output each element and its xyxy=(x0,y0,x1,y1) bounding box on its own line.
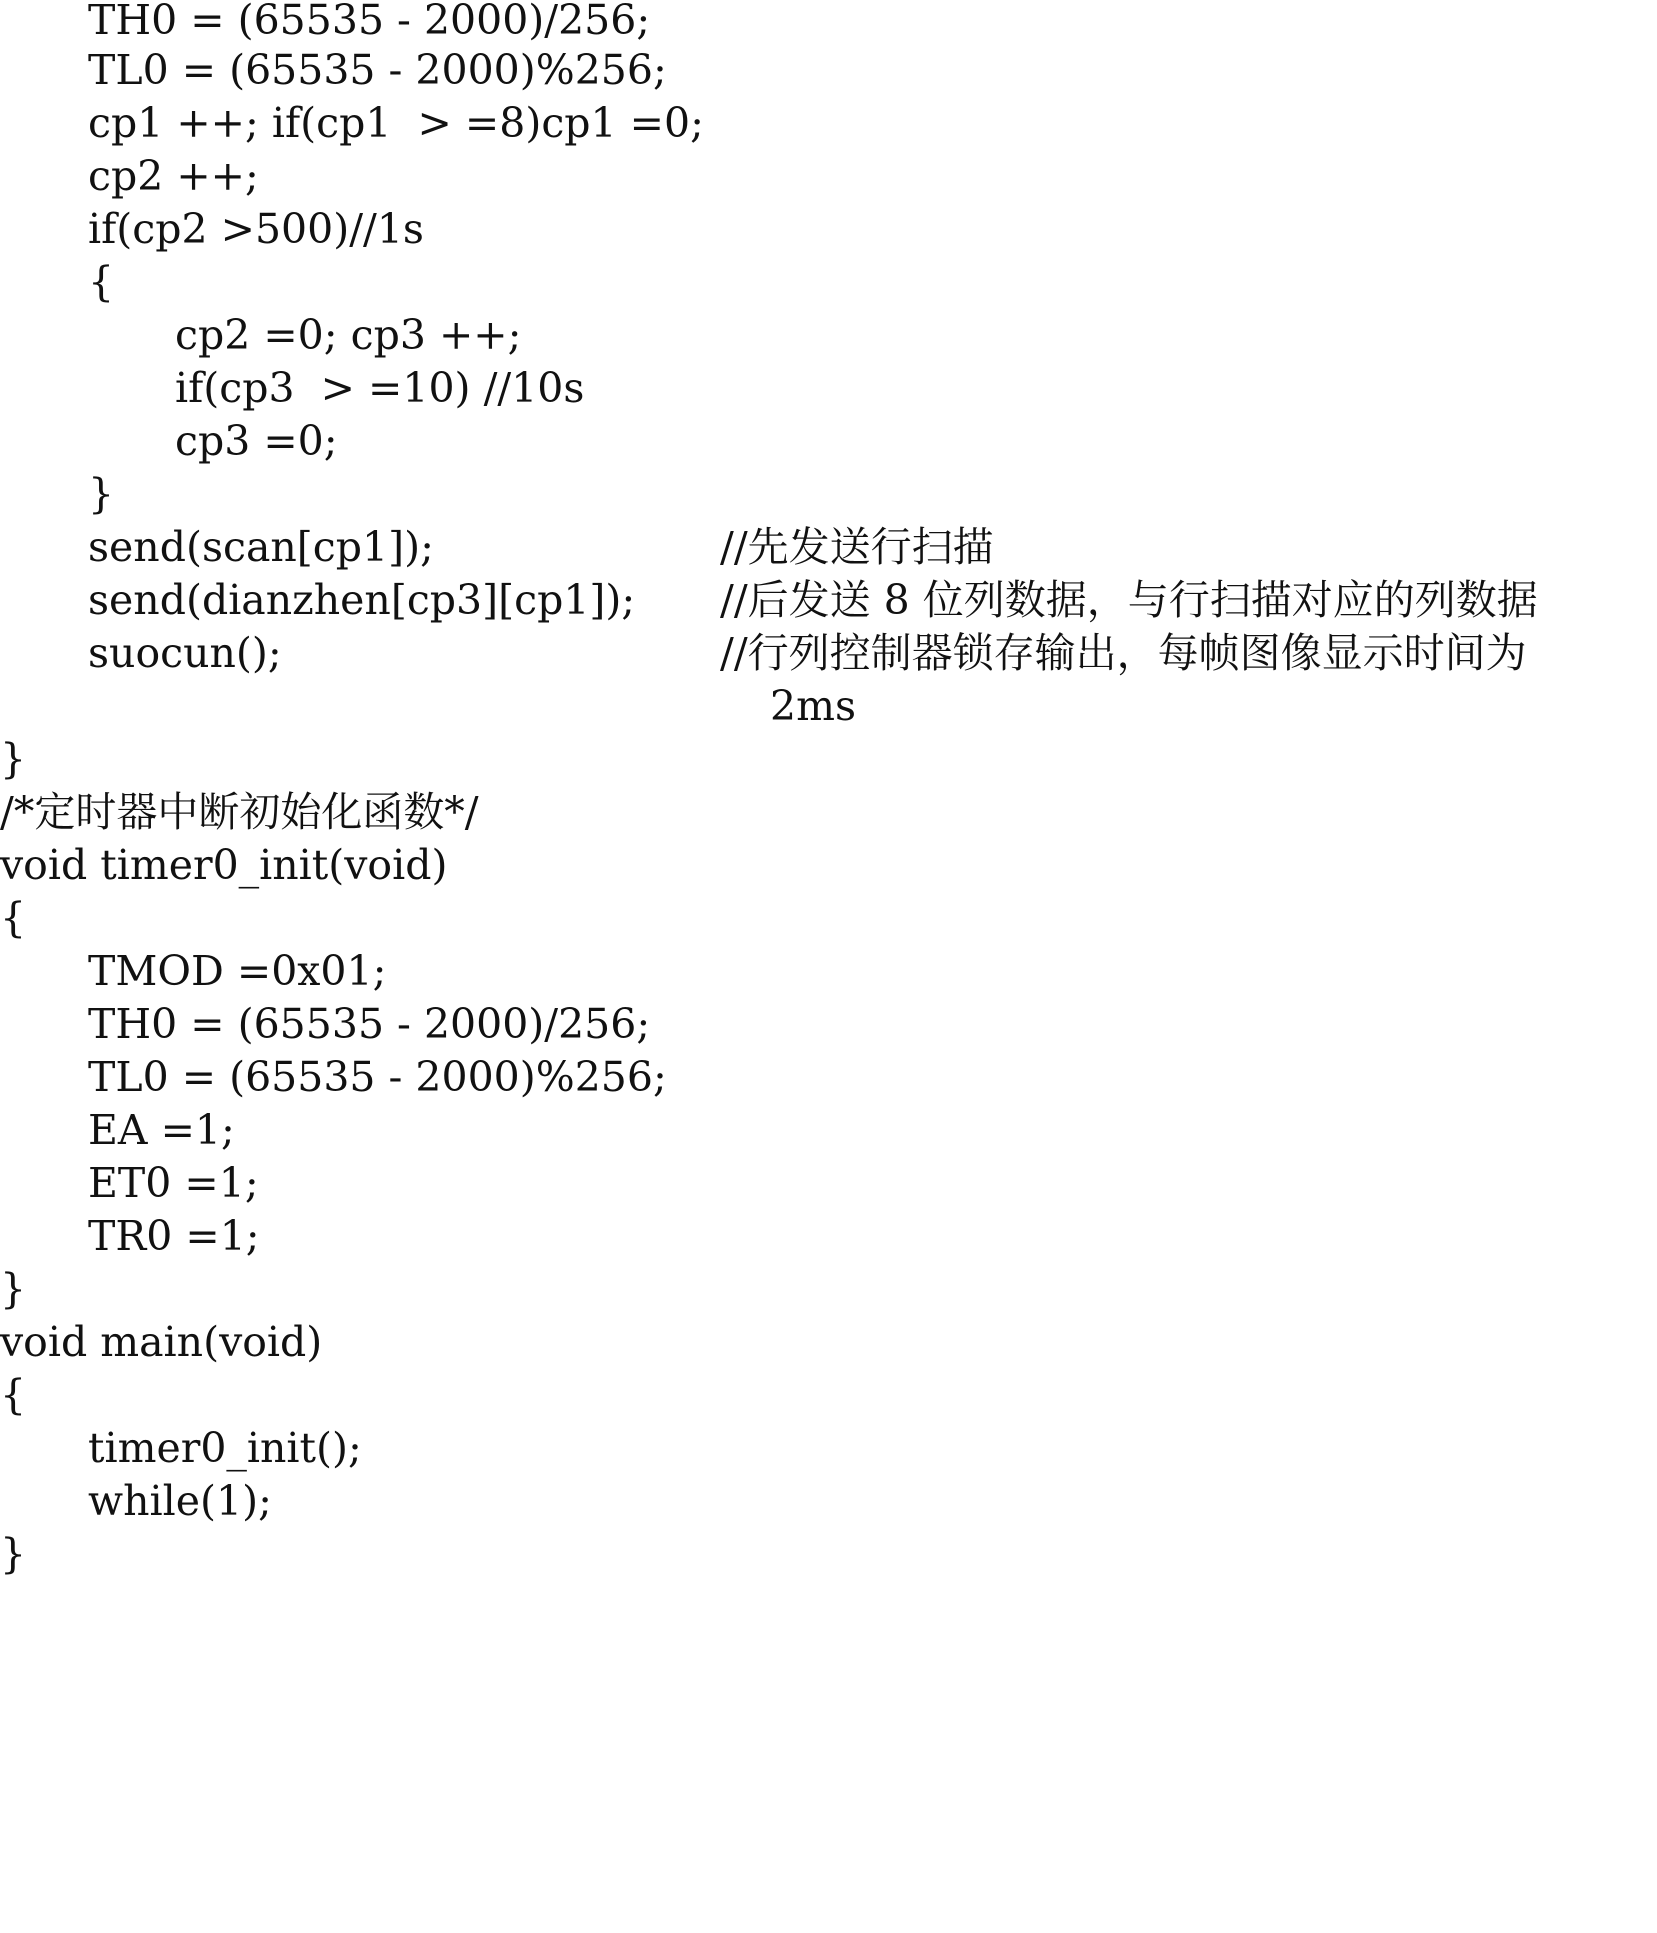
code-line-main-signature: void main(void) xyxy=(0,1318,323,1366)
code-line-main-open: { xyxy=(0,1371,27,1419)
comment-suocun: //行列控制器锁存输出，每帧图像显示时间为 xyxy=(720,629,1527,677)
code-line-if-cp2: if(cp2 >500)//1s xyxy=(88,205,424,253)
code-line-call-timer-init: timer0_init(); xyxy=(88,1424,362,1472)
code-line-tmod: TMOD =0x01; xyxy=(88,947,387,995)
code-line-tl0: TL0 = (65535 - 2000)%256; xyxy=(88,46,667,94)
code-line-et0: ET0 =1; xyxy=(88,1159,259,1207)
code-line-cp2-increment: cp2 ++; xyxy=(88,152,259,200)
code-line-send-scan: send(scan[cp1]); xyxy=(88,523,434,571)
code-line-open-brace: { xyxy=(88,258,115,306)
code-line-if-cp3: if(cp3 > =10) //10s xyxy=(175,364,585,412)
code-line-function-end: } xyxy=(0,735,27,783)
code-line-init-th0: TH0 = (65535 - 2000)/256; xyxy=(88,1000,651,1048)
code-line-th0: TH0 = (65535 - 2000)/256; xyxy=(88,0,651,44)
code-line-init-tl0: TL0 = (65535 - 2000)%256; xyxy=(88,1053,667,1101)
code-line-cp1-increment: cp1 ++; if(cp1 > =8)cp1 =0; xyxy=(88,99,704,147)
comment-send-scan: //先发送行扫描 xyxy=(720,523,994,571)
code-line-while: while(1); xyxy=(88,1477,272,1525)
code-line-main-close: } xyxy=(0,1530,27,1578)
code-line-send-dianzhen: send(dianzhen[cp3][cp1]); xyxy=(88,576,636,624)
code-line-close-brace: } xyxy=(88,470,115,518)
comment-suocun-continued: 2ms xyxy=(770,682,857,730)
code-line-cp3-reset: cp3 =0; xyxy=(175,417,338,465)
comment-send-dianzhen: //后发送 8 位列数据，与行扫描对应的列数据 xyxy=(720,576,1538,624)
code-line-tr0: TR0 =1; xyxy=(88,1212,260,1260)
code-line-timer-init-signature: void timer0_init(void) xyxy=(0,841,448,889)
code-line-suocun: suocun(); xyxy=(88,629,282,677)
code-line-timer-init-open: { xyxy=(0,894,27,942)
code-line-ea: EA =1; xyxy=(88,1106,235,1154)
code-line-timer-init-close: } xyxy=(0,1265,27,1313)
code-line-cp2-reset: cp2 =0; cp3 ++; xyxy=(175,311,522,359)
code-line-timer-init-comment: /*定时器中断初始化函数*/ xyxy=(0,788,479,836)
